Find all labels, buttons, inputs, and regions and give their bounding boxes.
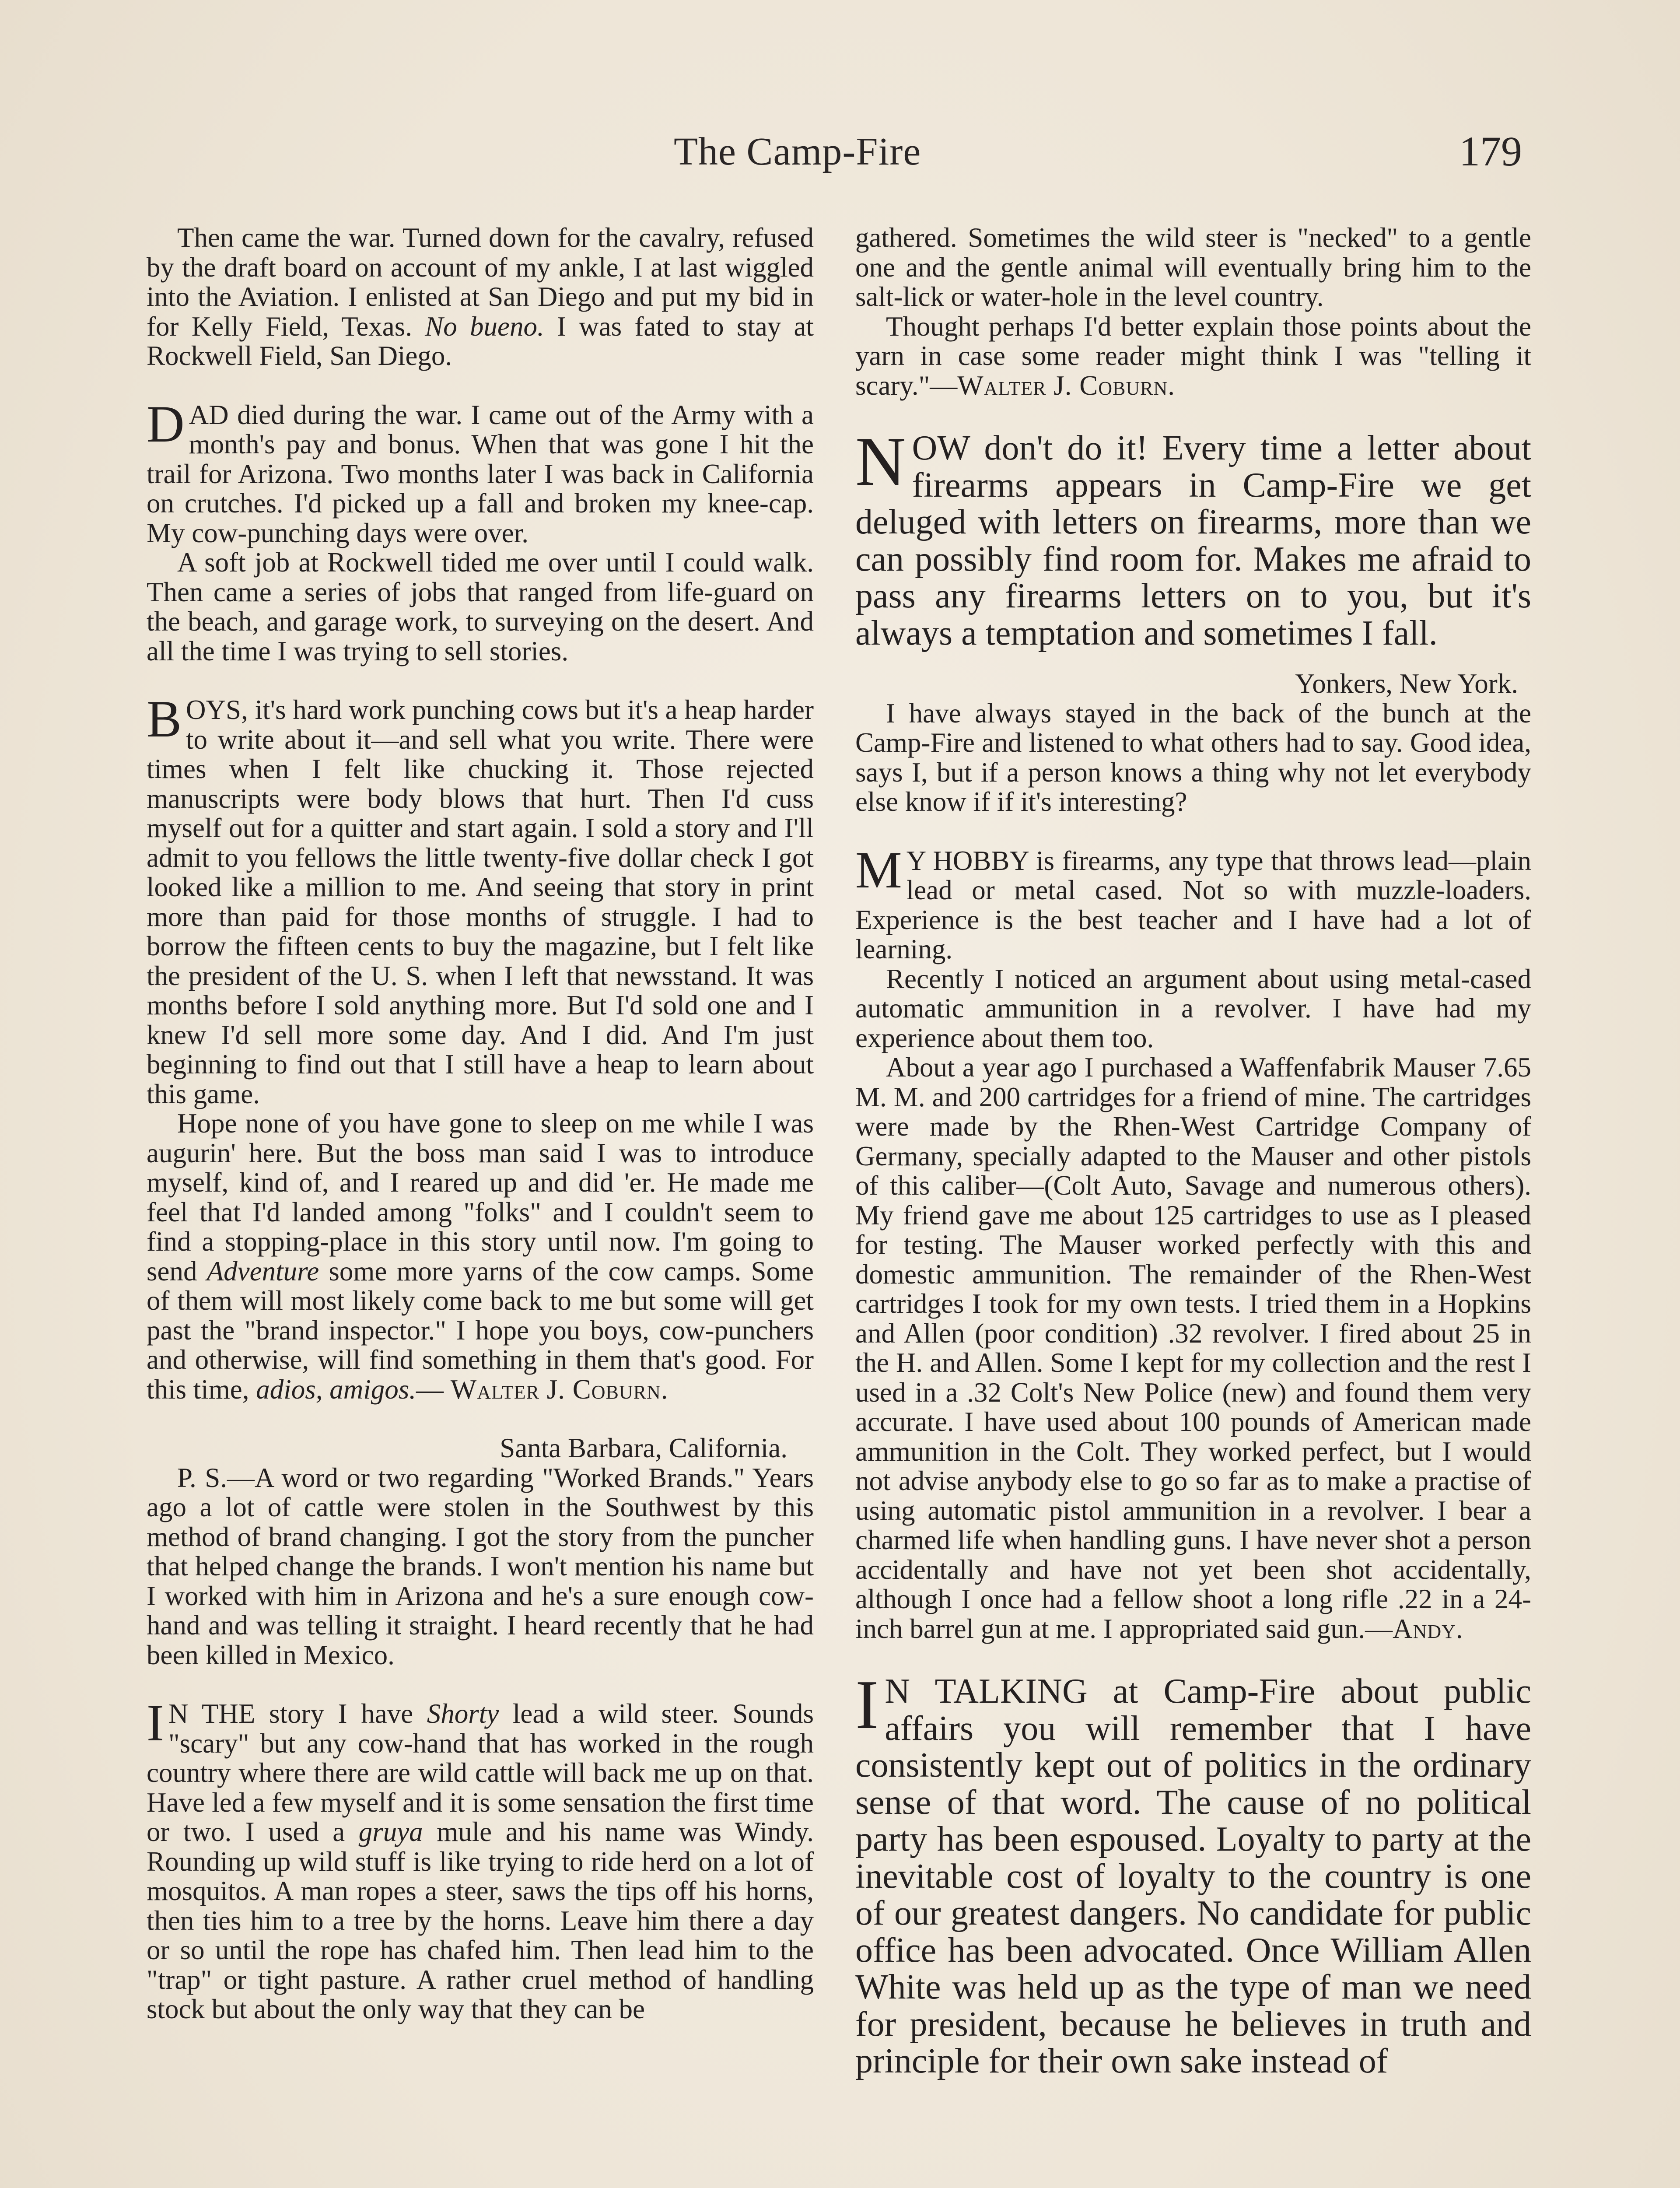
paragraph: gathered. Sometimes the wild steer is "necked" to a gentle one and the gentle animal will eventually bring him to the salt-lick or water-hole in the level country. (855, 222, 1531, 312)
paragraph: Hope none of you have gone to sleep on me while I was augurin' here. But the boss man said I was to introduce myself, kind of, and I reared up and did 'er. He made me feel that I'd landed among "folks" and I couldn't seem to find a stopping-place in this story until now. I'm going to send Adventure some more yarns of the cow camps. Some of them will most likely come back to me but some will get past the "brand inspector." I hope you boys, cow-punchers and otherwise, will find something in them that's good. For this time, adios, amigos.— Walter J. Coburn. (147, 1108, 814, 1405)
paragraph: I N THE story I have Shorty lead a wild steer. Sounds "scary" but any cow-hand that has worked in the rough country where there are wild cattle will back me up on that. Have led a few myself and it is some sensation the first time or two. I used a gruya mule and his name was Windy. Rounding up wild stuff is like trying to ride herd on a lot of mosquitos. A man ropes a steer, saws the tips off his horns, then ties him to a tree by the horns. Leave him there a day or so until the rope has chafed him. Then lead him to the "trap" or tight pasture. A rather cruel method of handling stock but about the only way that they can be (147, 1694, 814, 2024)
editor-paragraph: I N TALKING at Camp-Fire about public affairs you will remember that I have consistently kept out of politics in the ordinary sense of that word. The cause of no political party has been espoused. Loyalty to party at the inevitable cost of loyalty to the country is one of our greatest dangers. No candidate for public office has been advocated. Once William Allen White was held up as the type of man we need for president, because he believes in truth and principle for their own sake instead of (855, 1666, 1531, 2080)
paragraph: DAD died during the war. I came out of the Army with a month's pay and bonus. When that was gone I hit the trail for Arizona. Two months later I was back in California on crutches. I'd picked up a fall and broken my knee-cap. My cow-punching days were over. (147, 394, 814, 548)
paragraph: Thought perhaps I'd better explain those points about the yarn in case some reader might think I was "telling it scary."—Walter J. Coburn. (855, 311, 1531, 401)
page-number: 179 (1459, 128, 1522, 175)
signature: Walter J. Coburn. (957, 370, 1176, 401)
drop-cap: B (147, 690, 182, 748)
drop-cap: M (855, 840, 902, 899)
paragraph: I have always stayed in the back of the bunch at the Camp-Fire and listened to what others had to say. Good idea, says I, but if a person knows a thing why not let everybody else know if if it's interesting? (855, 698, 1531, 817)
paragraph: About a year ago I purchased a Waffenfabrik Mauser 7.65 M. M. and 200 cartridges for a friend of mine. The cartridges were made by the Rhen-West Cartridge Company of Germany, specially adapted to the Mauser and other pistols of this caliber—(Colt Auto, Savage and numerous others). My friend gave me about 125 cartridges to use as I pleased for testing. The Mauser worked perfectly with this and domestic ammunition. The remainder of the Rhen-West cartridges I took for my own tests. I tried them in a Hopkins and Allen (poor condition) .32 revolver. I fired about 25 in the H. and Allen. Some I kept for my collection and the rest I used in a .32 Colt's New Police (new) and found them very accurate. I have used about 100 pounds of American made ammunition in the Colt. They worked perfect, but I would not advise anybody else to go so far as to make a practise of using automatic pistol ammunition in a revolver. I bear a charmed life when handling guns. I have never shot a person accidentally and have not yet been shot accidentally, although I once had a fellow shoot a long rifle .22 in a 24-inch barrel gun at me. I appropriated said gun.—Andy. (855, 1052, 1531, 1644)
paragraph: P. S.—A word or two regarding "Worked Brands." Years ago a lot of cattle were stolen in the Southwest by this method of brand changing. I got the story from the puncher that helped change the brands. I won't mention his name but I worked with him in Arizona and he's a sure enough cow-hand and was telling it straight. I heard recently that he had been killed in Mexico. (147, 1462, 814, 1670)
drop-cap: I (855, 1666, 879, 1743)
running-title: The Camp-Fire (674, 130, 921, 173)
paragraph: Then came the war. Turned down for the cavalry, refused by the draft board on account of my ankle, I at last wiggled into the Aviation. I enlisted at San Diego and put my bid in for Kelly Field, Texas. No bueno. I was fated to stay at Rockwell Field, San Diego. (147, 222, 814, 371)
dateline: Yonkers, New York. (1295, 668, 1518, 699)
dateline: Santa Barbara, California. (500, 1433, 788, 1463)
paragraph: M Y HOBBY is firearms, any type that throws lead—plain lead or metal cased. Not so with muzzle-loaders. Experience is the best teacher and I have had a lot of learning. (855, 840, 1531, 964)
paragraph: Recently I noticed an argument about using metal-cased automatic ammunition in a revolver. I have had my experience about them too. (855, 963, 1531, 1053)
editor-paragraph: NOW don't do it! Every time a letter about firearms appears in Camp-Fire we get deluged with letters on firearms, more than we can possibly find room for. Makes me afraid to pass any firearms letters on to you, but it's always a temptation and sometimes I fall. (855, 422, 1531, 652)
left-column (147, 223, 814, 2024)
paragraph: BOYS, it's hard work punching cows but it's a heap harder to write about it—and sell what you write. There were times when I felt like chucking it. Those rejected manuscripts were body blows that hurt. Then I'd cuss myself out for a quitter and start again. I sold a story and I'll admit to you fellows the little twenty-five dollar check I got looked like a million to me. And seeing that story in print more than paid for those months of struggle. I had to borrow the fifteen cents to buy the magazine, but I felt like the president of the U. S. when I left that newsstand. It was months before I sold anything more. But I'd sold one and I knew I'd sell more some day. And I did. And I'm just beginning to find out that I still have a heap to learn about this game. (147, 690, 814, 1109)
signature: Walter J. Coburn. (450, 1374, 668, 1405)
drop-cap: D (147, 394, 185, 453)
paragraph: A soft job at Rockwell tided me over until I could walk. Then came a series of jobs that ranged from life-guard on the beach, and garage work, to surveying on the desert. And all the time I was trying to sell stories. (147, 547, 814, 666)
right-column (855, 223, 1531, 2080)
drop-cap: N (855, 422, 906, 500)
drop-cap: I (147, 1694, 164, 1752)
